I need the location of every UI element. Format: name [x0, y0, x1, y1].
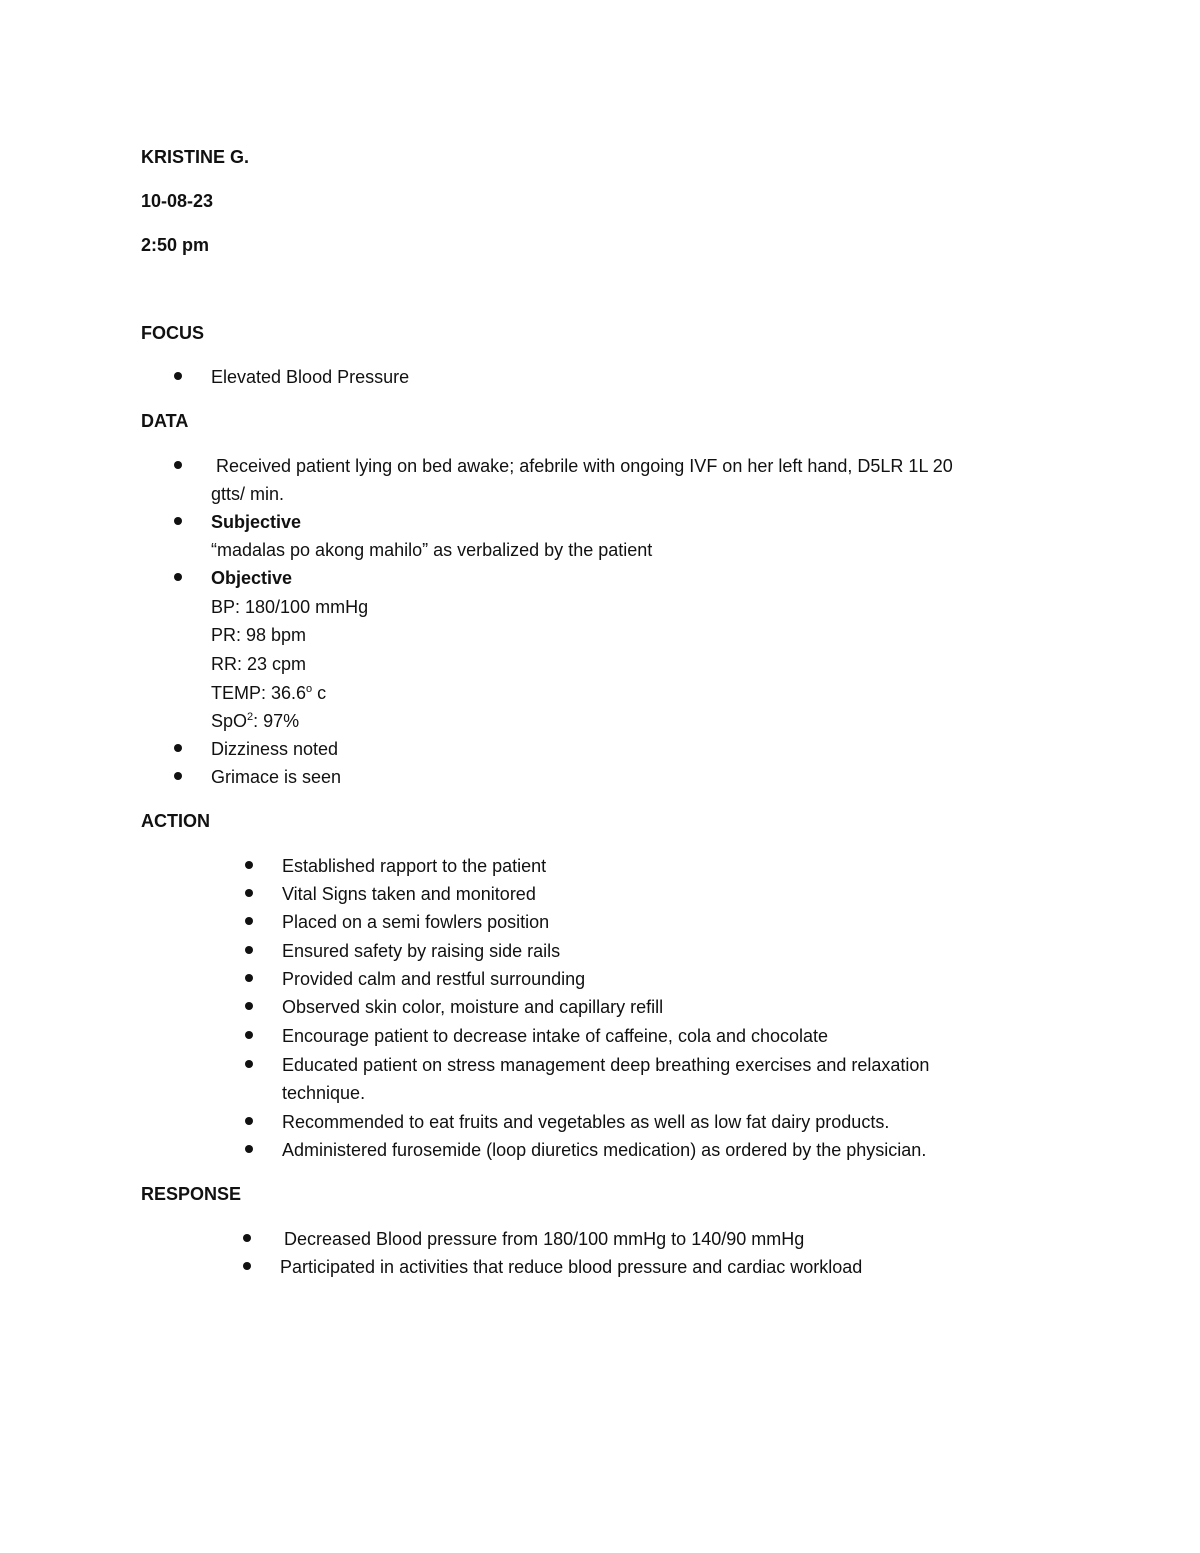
vital-temp-unit: c — [312, 683, 327, 703]
action-item: Provided calm and restful surrounding — [282, 969, 586, 989]
bullet-icon — [245, 889, 253, 897]
vital-temp-value: TEMP: 36.6 — [211, 683, 307, 703]
action-item: Educated patient on stress management deep breathing exercises and relaxation — [282, 1055, 930, 1075]
bullet-icon — [245, 1031, 253, 1039]
vital-temp — [211, 682, 326, 704]
action-item: Recommended to eat fruits and vegetables as well as low fat dairy products. — [282, 1112, 890, 1132]
response-item: Decreased Blood pressure from 180/100 mmHg to 140/90 mmHg — [284, 1229, 805, 1249]
bullet-icon — [174, 517, 182, 525]
degree-symbol: o — [306, 683, 313, 695]
bullet-icon — [245, 1145, 253, 1153]
bullet-icon — [245, 917, 253, 925]
action-heading: ACTION — [141, 811, 210, 831]
data-dizziness: Dizziness noted — [211, 739, 339, 759]
vital-spo2 — [211, 710, 299, 732]
action-item: Established rapport to the patient — [282, 856, 547, 876]
bullet-icon — [245, 1117, 253, 1125]
vital-rr: RR: 23 cpm — [211, 654, 307, 674]
response-item: Participated in activities that reduce blood pressure and cardiac workload — [280, 1257, 863, 1277]
bullet-icon — [174, 772, 182, 780]
action-item: Encourage patient to decrease intake of caffeine, cola and chocolate — [282, 1026, 829, 1046]
action-item: Administered furosemide (loop diuretics medication) as ordered by the physician. — [282, 1140, 927, 1160]
objective-label: Objective — [211, 568, 293, 588]
data-grimace: Grimace is seen — [211, 767, 342, 787]
focus-item: Elevated Blood Pressure — [211, 367, 410, 387]
record-date: 10-08-23 — [141, 191, 214, 211]
data-received-line-2: gtts/ min. — [211, 484, 285, 504]
bullet-icon — [243, 1262, 251, 1270]
action-item-continuation: technique. — [282, 1083, 366, 1103]
vital-bp: BP: 180/100 mmHg — [211, 597, 369, 617]
bullet-icon — [245, 946, 253, 954]
action-item: Observed skin color, moisture and capillary refill — [282, 997, 664, 1017]
data-heading: DATA — [141, 411, 189, 431]
vital-spo2-value: : 97% — [253, 711, 300, 731]
patient-name: KRISTINE G. — [141, 147, 250, 167]
focus-heading: FOCUS — [141, 323, 204, 343]
action-item: Placed on a semi fowlers position — [282, 912, 550, 932]
bullet-icon — [174, 744, 182, 752]
vital-spo2-subscript: 2 — [247, 711, 254, 723]
bullet-icon — [245, 974, 253, 982]
record-time: 2:50 pm — [141, 235, 210, 255]
action-item: Ensured safety by raising side rails — [282, 941, 561, 961]
data-received-line-1: Received patient lying on bed awake; afebrile with ongoing IVF on her left hand, D5LR 1L 20 — [216, 456, 953, 476]
bullet-icon — [245, 861, 253, 869]
bullet-icon — [243, 1234, 251, 1242]
vital-pr: PR: 98 bpm — [211, 625, 307, 645]
bullet-icon — [245, 1002, 253, 1010]
bullet-icon — [174, 372, 182, 380]
bullet-icon — [245, 1060, 253, 1068]
subjective-label: Subjective — [211, 512, 302, 532]
bullet-icon — [174, 573, 182, 581]
bullet-icon — [174, 461, 182, 469]
response-heading: RESPONSE — [141, 1184, 242, 1204]
subjective-text: “madalas po akong mahilo” as verbalized by the patient — [211, 540, 653, 560]
vital-spo2-label: SpO — [211, 711, 248, 731]
action-item: Vital Signs taken and monitored — [282, 884, 536, 904]
